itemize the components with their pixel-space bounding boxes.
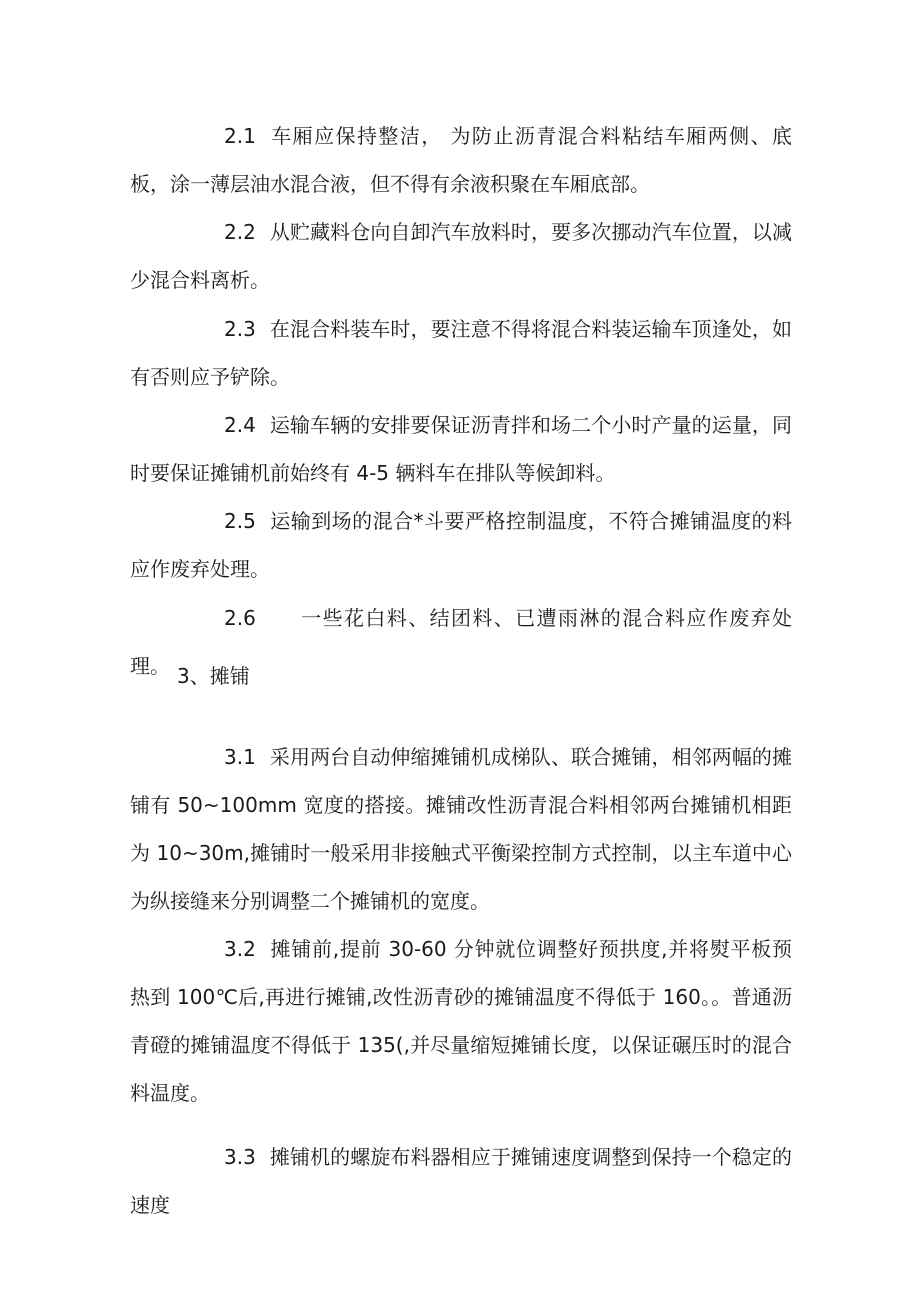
- section-number: 2.6: [224, 606, 256, 630]
- section-number: 3.2: [224, 937, 256, 961]
- paragraph-3-2: [130, 925, 792, 1117]
- paragraph-text: 一些花白料、结团料、已遭雨淋的混合料应作废弃处理。: [130, 606, 792, 678]
- section-heading-3: 3、摊铺: [177, 664, 250, 688]
- section-number: 3.1: [224, 745, 256, 769]
- paragraph-2-3: [130, 305, 792, 401]
- paragraph-text: 采用两台自动伸缩摊铺机成梯队、联合摊铺，相邻两幅的摊铺有 50~100mm 宽度的搭接。摊铺改性沥青混合料相邻两台摊铺机相距为 10~30m,摊铺时一般采用非接触式平衡梁控制方式控制，以主车道中心为纵接缝来分别调整二个摊铺机的宽度。: [130, 745, 792, 913]
- paragraph-text: 摊铺机的螺旋布料器相应于摊铺速度调整到保持一个稳定的速度: [130, 1145, 792, 1217]
- paragraph-text: 车厢应保持整洁， 为防止沥青混合料粘结车厢两侧、底板，涂一薄层油水混合液，但不得有余液积聚在车厢底部。: [130, 124, 792, 196]
- paragraph-text: 运输车辆的安排要保证沥青拌和场二个小时产量的运量，同时要保证摊铺机前始终有 4-5 辆料车在排队等候卸料。: [130, 413, 792, 485]
- paragraph-2-4: [130, 401, 792, 497]
- paragraph-3-3: [130, 1133, 792, 1229]
- section-number: 2.3: [224, 317, 256, 341]
- paragraph-2-5: [130, 497, 792, 593]
- paragraph-text: 运输到场的混合*斗要严格控制温度，不符合摊铺温度的料应作废弃处理。: [130, 509, 792, 581]
- paragraph-3-1: [130, 733, 792, 925]
- paragraph-2-2: [130, 208, 792, 304]
- paragraph-text: 在混合料装车时，要注意不得将混合料装运输车顶逢处，如有否则应予铲除。: [130, 317, 792, 389]
- section-number: 2.1: [224, 124, 256, 148]
- section-number: 2.2: [224, 220, 256, 244]
- section-number: 3.3: [224, 1145, 256, 1169]
- paragraph-text: 摊铺前,提前 30-60 分钟就位调整好预拱度,并将熨平板预热到 100℃后,再进行摊铺,改性沥青砂的摊铺温度不得低于 160。。普通沥青磴的摊铺温度不得低于 135(,并尽量缩短摊铺长度，以保证碾压时的混合料温度。: [130, 937, 792, 1105]
- paragraph-text: 从贮藏料仓向自卸汽车放料时，要多次挪动汽车位置，以减少混合料离析。: [130, 220, 792, 292]
- paragraph-2-1: [130, 112, 792, 208]
- section-number: 2.5: [224, 509, 256, 533]
- section-number: 2.4: [224, 413, 256, 437]
